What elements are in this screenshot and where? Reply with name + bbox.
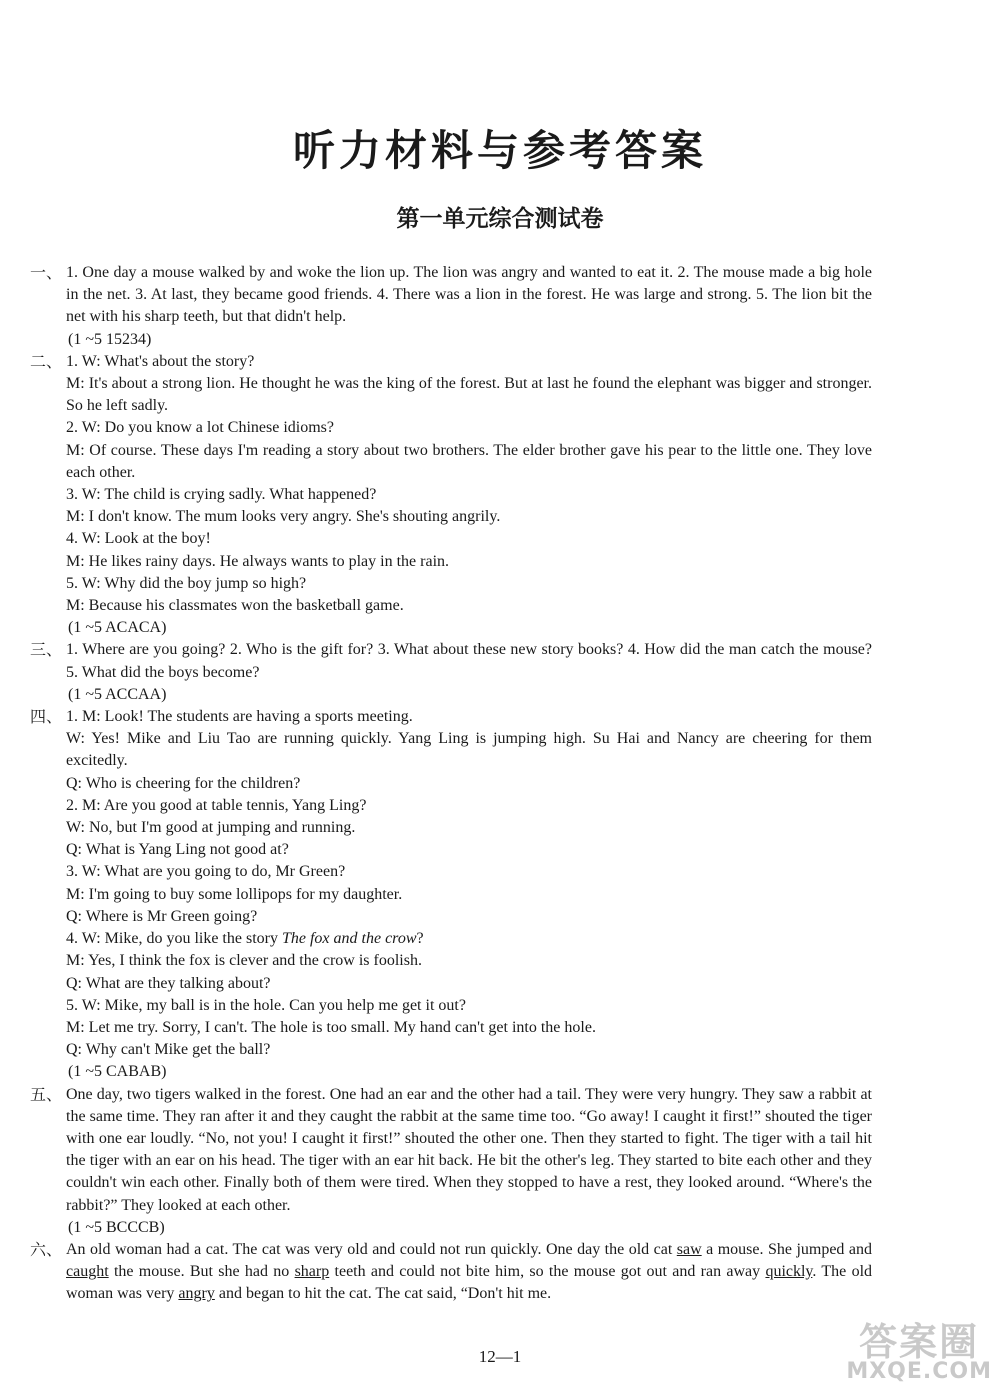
story-title: The fox and the crow: [281, 930, 417, 948]
dialogue-line: 2. M: Are you good at table tennis, Yang Ling?: [66, 796, 367, 814]
dialogue-line: [66, 928, 872, 950]
dialogue-line: M: Yes, I think the fox is clever and the crow is foolish.: [66, 952, 422, 970]
document-body: [30, 262, 872, 1306]
section-text: 1. One day a mouse walked by and woke the lion up. The lion was angry and wanted to eat it. 2. The mouse made a big hole in the net. 3. At last, they became good friends. 4. There was a lion in the forest. He was large and strong. 5. The lion bit the net with his sharp teeth, but that didn't help.: [66, 264, 872, 326]
dialogue-line: 3. W: The child is crying sadly. What happened?: [66, 486, 377, 504]
section-number: 五、: [30, 1084, 63, 1104]
text-run: An old woman had a cat. The cat was very old and could not run quickly. One day the old cat: [66, 1240, 677, 1258]
underlined-word: angry: [178, 1285, 215, 1303]
section-1: [30, 262, 872, 351]
text-run: teeth and could not bite him, so the mouse got out and ran away: [329, 1263, 766, 1281]
page-subtitle: 第一单元综合测试卷: [396, 205, 604, 232]
section-text: 1. Where are you going? 2. Who is the gift for? 3. What about these new story books? 4. How did the man catch the mouse? 5. What did the boys become?: [66, 641, 872, 681]
section-5: [30, 1084, 872, 1239]
dialogue-line: Q: What is Yang Ling not good at?: [66, 841, 289, 859]
dialogue-line: 1. M: Look! The students are having a sports meeting.: [66, 708, 413, 726]
section-2: [30, 351, 872, 640]
answer-key: (1 ~5 CABAB): [68, 1063, 167, 1081]
section-text: [66, 1239, 872, 1306]
dialogue-line: 4. W: Look at the boy!: [66, 530, 211, 548]
dialogue-text: ?: [416, 930, 424, 948]
underlined-word: quickly: [765, 1263, 813, 1281]
dialogue-line: Q: Where is Mr Green going?: [66, 907, 258, 925]
underlined-word: saw: [676, 1240, 702, 1258]
text-run: and began to hit the cat. The cat said, “Don't hit me.: [214, 1285, 552, 1303]
dialogue-line: M: I don't know. The mum looks very angry. She's shouting angrily.: [66, 508, 501, 526]
text-run: the mouse. But she had no: [108, 1263, 295, 1281]
page-title: 听力材料与参考答案: [292, 126, 707, 175]
watermark-line: MXQE.COM: [846, 1359, 992, 1384]
dialogue-line: W: Yes! Mike and Liu Tao are running quickly. Yang Ling is jumping high. Su Hai and Nancy are cheering for them excitedly.: [66, 730, 872, 770]
watermark-logo: [846, 1320, 992, 1384]
underlined-word: sharp: [294, 1263, 330, 1281]
dialogue-line: M: Let me try. Sorry, I can't. The hole is too small. My hand can't get into the hole.: [66, 1018, 596, 1036]
answer-key: (1 ~5 ACCAA): [68, 685, 167, 703]
underlined-word: caught: [66, 1263, 109, 1281]
dialogue-line: M: It's about a strong lion. He thought he was the king of the forest. But at last he found the elephant was bigger and stronger. So he left sadly.: [66, 375, 872, 415]
answer-key: (1 ~5 BCCCB): [68, 1218, 165, 1236]
dialogue-line: Q: Who is cheering for the children?: [66, 774, 301, 792]
dialogue-line: 2. W: Do you know a lot Chinese idioms?: [66, 419, 334, 437]
answer-key: (1 ~5 ACACA): [68, 619, 167, 637]
section-number: 四、: [30, 707, 63, 727]
dialogue-line: M: I'm going to buy some lollipops for my daughter.: [66, 885, 403, 903]
section-number: 一、: [30, 263, 63, 282]
section-number: 六、: [30, 1239, 63, 1259]
dialogue-line: W: No, but I'm good at jumping and running.: [66, 819, 356, 837]
section-text: One day, two tigers walked in the forest. One had an ear and the other had a tail. They were very hungry. They saw a rabbit at the same time. They ran after it and they caught the rabbit at the same time too. “Go away! I caught it first!” shouted the tiger with one ear loudly. “No, not you! I caught it first!” shouted the other one. Then they started to fight. The tiger with a tail hit the tiger with an ear on his head. The tiger with an ear hit back. He bit the other's leg. They started to bite each other and they couldn't win each other. Finally both of them were tired. When they stopped to have a rest, they looked around. “Where's the rabbit?” They looked at each other.: [66, 1085, 872, 1214]
section-6: [30, 1239, 872, 1306]
section-number: 二、: [30, 351, 63, 371]
text-run: a mouse. She jumped and: [701, 1240, 873, 1258]
dialogue-line: 5. W: Why did the boy jump so high?: [66, 574, 307, 592]
dialogue-line: M: Because his classmates won the basketball game.: [66, 597, 404, 615]
dialogue-line: 5. W: Mike, my ball is in the hole. Can you help me get it out?: [66, 996, 466, 1014]
page-number: 12—1: [478, 1347, 522, 1366]
dialogue-line: Q: Why can't Mike get the ball?: [66, 1041, 271, 1059]
dialogue-line: M: He likes rainy days. He always wants to play in the rain.: [66, 552, 450, 570]
text-run: . The old woman was very: [66, 1263, 873, 1303]
dialogue-line: 1. W: What's about the story?: [66, 352, 255, 370]
dialogue-line: Q: What are they talking about?: [66, 974, 271, 992]
section-4: [30, 706, 872, 1083]
dialogue-line: M: Of course. These days I'm reading a story about two brothers. The elder brother gave his pear to the little one. They love each other.: [66, 441, 872, 481]
watermark-line: 答案圈: [859, 1320, 980, 1364]
dialogue-text: 4. W: Mike, do you like the story: [66, 930, 282, 948]
answer-key: (1 ~5 15234): [68, 330, 152, 348]
dialogue-line: 3. W: What are you going to do, Mr Green?: [66, 863, 346, 881]
section-3: [30, 639, 872, 706]
section-number: 三、: [30, 640, 63, 660]
